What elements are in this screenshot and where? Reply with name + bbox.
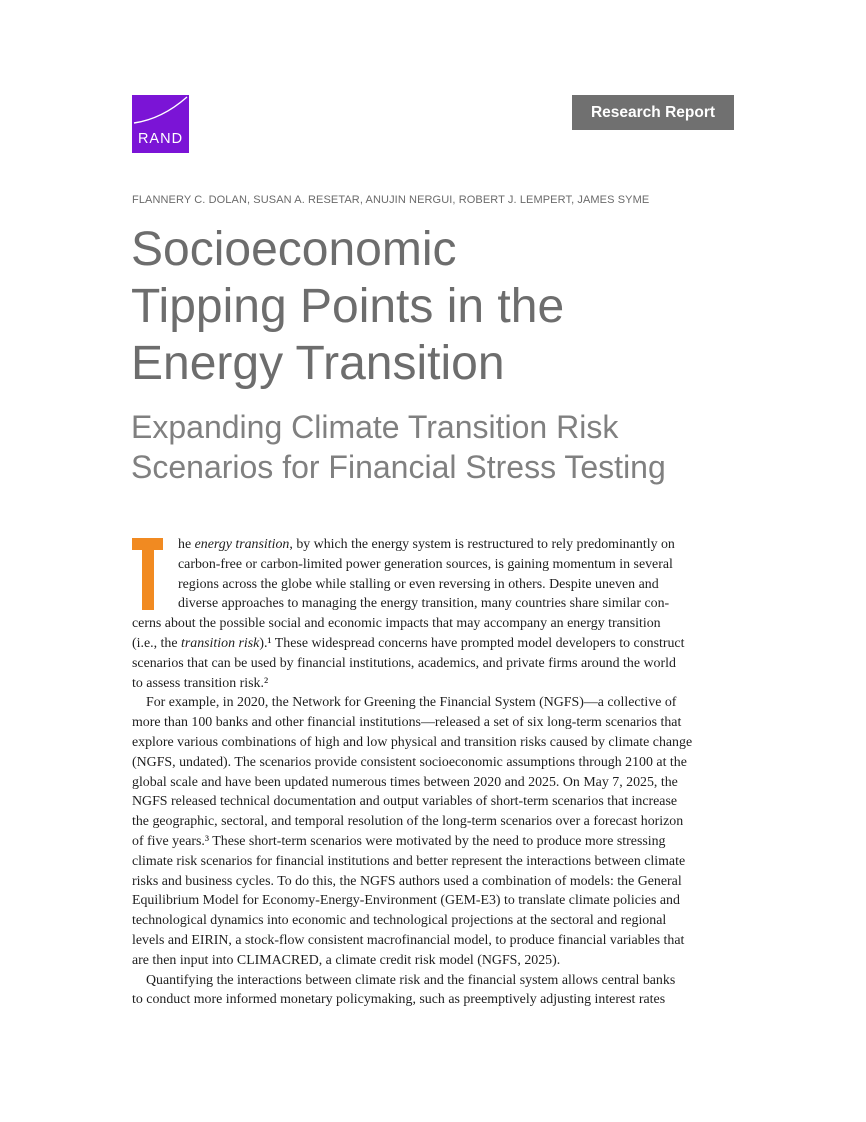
body-line: levels and EIRIN, a stock-flow consistent macrofinancial model, to produce financial variables that bbox=[132, 932, 685, 948]
rand-logo bbox=[132, 95, 189, 153]
subtitle-line: Scenarios for Financial Stress Testing bbox=[131, 449, 666, 485]
report-subtitle bbox=[131, 407, 751, 487]
logo-text: RAND bbox=[137, 131, 184, 147]
body-line: more than 100 banks and other financial institutions—released a set of six long-term scenarios that bbox=[132, 715, 682, 731]
body-line: (i.e., the transition risk).¹ These widespread concerns have prompted model developers to construct bbox=[132, 635, 685, 651]
body-line: are then input into CLIMACRED, a climate credit risk model (NGFS, 2025). bbox=[132, 952, 561, 968]
body-text bbox=[132, 535, 734, 1010]
report-title bbox=[131, 221, 751, 392]
paragraph-2 bbox=[132, 693, 734, 970]
body-line: scenarios that can be used by financial institutions, academics, and private firms around the world bbox=[132, 655, 676, 671]
body-line: For example, in 2020, the Network for Greening the Financial System (NGFS)—a collective of bbox=[146, 695, 677, 711]
authors-line: FLANNERY C. DOLAN, SUSAN A. RESETAR, ANUJIN NERGUI, ROBERT J. LEMPERT, JAMES SYME bbox=[132, 194, 650, 206]
body-line: Quantifying the interactions between climate risk and the financial system allows central banks bbox=[146, 972, 676, 988]
body-line: risks and business cycles. To do this, the NGFS authors used a combination of models: the General bbox=[132, 873, 682, 889]
body-line: carbon-free or carbon-limited power generation sources, is gaining momentum in several bbox=[178, 556, 673, 572]
body-line: (NGFS, undated). The scenarios provide consistent socioeconomic assumptions through 2100 at the bbox=[132, 754, 687, 770]
body-line: Equilibrium Model for Economy-Energy-Environment (GEM-E3) to translate climate policies and bbox=[132, 893, 680, 909]
body-line: regions across the globe while stalling or even reversing in others. Despite uneven and bbox=[178, 576, 659, 592]
report-type-badge: Research Report bbox=[572, 95, 734, 130]
title-line: Socioeconomic bbox=[131, 223, 457, 276]
body-line: cerns about the possible social and economic impacts that may accompany an energy transition bbox=[132, 616, 661, 632]
body-line: of five years.³ These short-term scenarios were motivated by the need to produce more stressing bbox=[132, 833, 666, 849]
body-line: he energy transition, by which the energy system is restructured to rely predominantly on bbox=[178, 537, 675, 552]
body-line: to conduct more informed monetary policymaking, such as preemptively adjusting interest rates bbox=[132, 992, 666, 1008]
subtitle-line: Expanding Climate Transition Risk bbox=[131, 409, 619, 445]
body-line: to assess transition risk.² bbox=[132, 675, 269, 691]
title-line: Energy Transition bbox=[131, 337, 505, 390]
paragraph-1 bbox=[132, 535, 734, 693]
body-line: technological dynamics into economic and technological projections at the sectoral and regional bbox=[132, 913, 667, 929]
body-line: climate risk scenarios for financial institutions and better represent the interactions between climate bbox=[132, 853, 686, 869]
title-line: Tipping Points in the bbox=[131, 280, 565, 333]
body-line: global scale and have been updated numerous times between 2020 and 2025. On May 7, 2025, the bbox=[132, 774, 678, 790]
body-line: NGFS released technical documentation and output variables of short-term scenarios that increase bbox=[132, 794, 678, 810]
body-line: diverse approaches to managing the energy transition, many countries share similar con- bbox=[178, 596, 670, 612]
body-line: the geographic, sectoral, and temporal resolution of the long-term scenarios over a forecast horizon bbox=[132, 814, 684, 830]
body-line: explore various combinations of high and low physical and transition risks caused by climate change bbox=[132, 734, 693, 750]
paragraph-3 bbox=[132, 971, 734, 1011]
